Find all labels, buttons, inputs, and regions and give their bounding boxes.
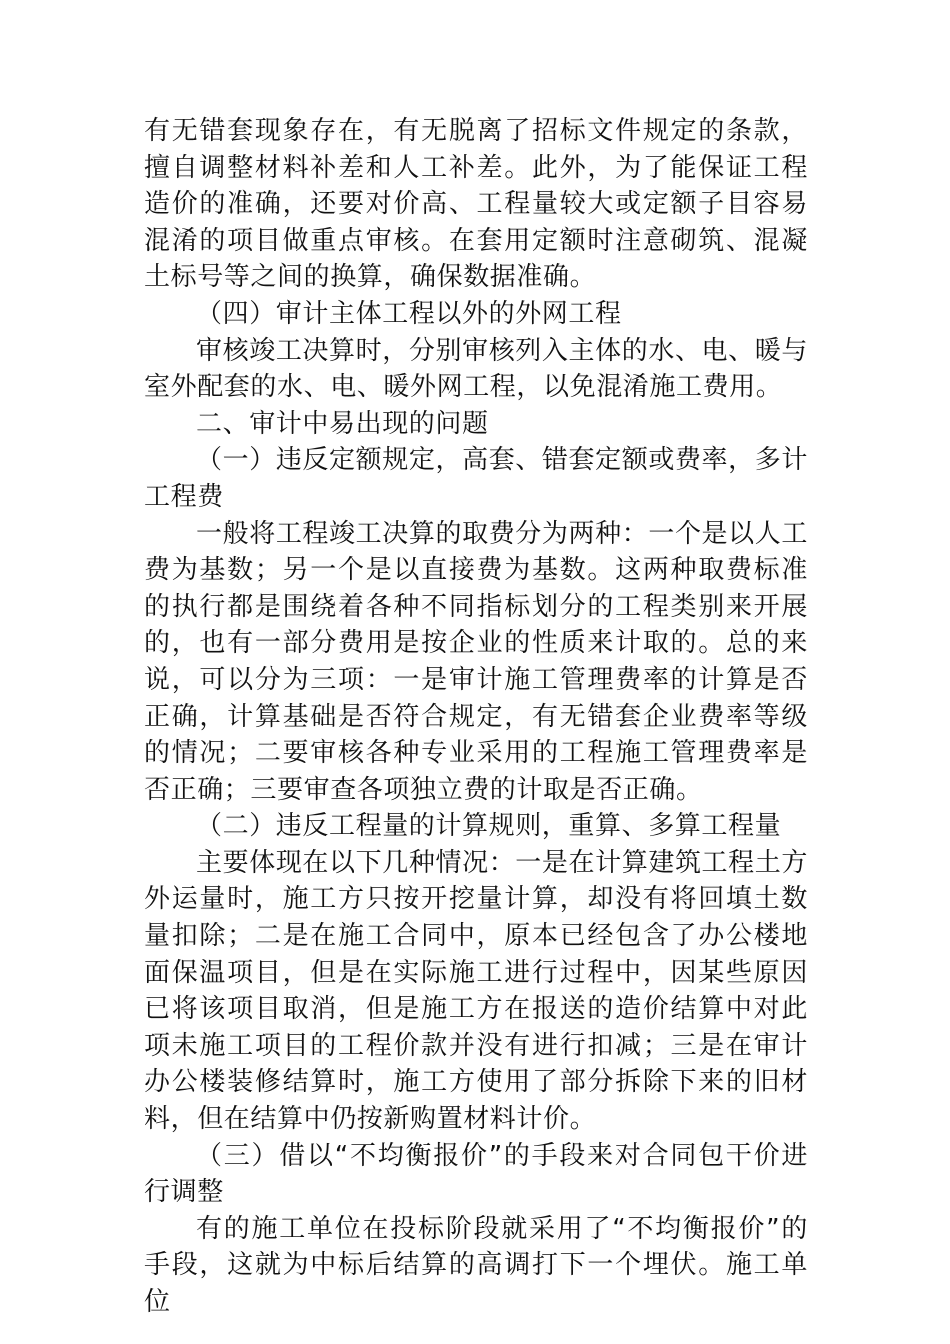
section-heading-four: （四）审计主体工程以外的外网工程: [196, 298, 622, 329]
paragraph-quantity-issues: 主要体现在以下几种情况：一是在计算建筑工程土方外运量时，施工方只按开挖量计算，却没有将回填土数量扣除；二是在施工合同中，原本已经包含了办公楼地面保温项目，但是在实际施工进行过程中，因某些原因已将该项目取消，但是施工方在报送的造价结算中对此项未施工项目的工程价款并没有进行扣减；三是在审计办公楼装修结算时，施工方使用了部分拆除下来的旧材料，但在结算中仍按新购置材料计价。: [144, 847, 808, 1135]
subheading-one: （一）违反定额规定，高套、错套定额或费率，多计工程费: [144, 445, 808, 512]
document-body: [144, 113, 808, 1321]
subheading-three: （三）借以“不均衡报价”的手段来对合同包干价进行调整: [144, 1140, 808, 1208]
paragraph-unbalanced-bid: 有的施工单位在投标阶段就采用了“不均衡报价”的手段，这就为中标后结算的高调打下一个埋伏。施工单位: [144, 1213, 808, 1317]
paragraph-continuation: 有无错套现象存在，有无脱离了招标文件规定的条款，擅自调整材料补差和人工补差。此外，为了能保证工程造价的准确，还要对价高、工程量较大或定额子目容易混淆的项目做重点审核。在套用定额时注意砌筑、混凝土标号等之间的换算，确保数据准确。: [144, 116, 808, 293]
paragraph-fee-calculation: 一般将工程竣工决算的取费分为两种：一个是以人工费为基数；另一个是以直接费为基数。这两种取费标准的执行都是围绕着各种不同指标划分的工程类别来开展的，也有一部分费用是按企业的性质来计取的。总的来说，可以分为三项：一是审计施工管理费率的计算是否正确，计算基础是否符合规定，有无错套企业费率等级的情况；二要审核各种专业采用的工程施工管理费率是否正确；三要审查各项独立费的计取是否正确。: [144, 518, 808, 805]
subheading-two: （二）违反工程量的计算规则，重算、多算工程量: [196, 811, 782, 842]
paragraph-external-network: 审核竣工决算时，分别审核列入主体的水、电、暖与室外配套的水、电、暖外网工程，以免混淆施工费用。: [144, 335, 808, 403]
section-heading-two: 二、审计中易出现的问题: [196, 408, 489, 439]
